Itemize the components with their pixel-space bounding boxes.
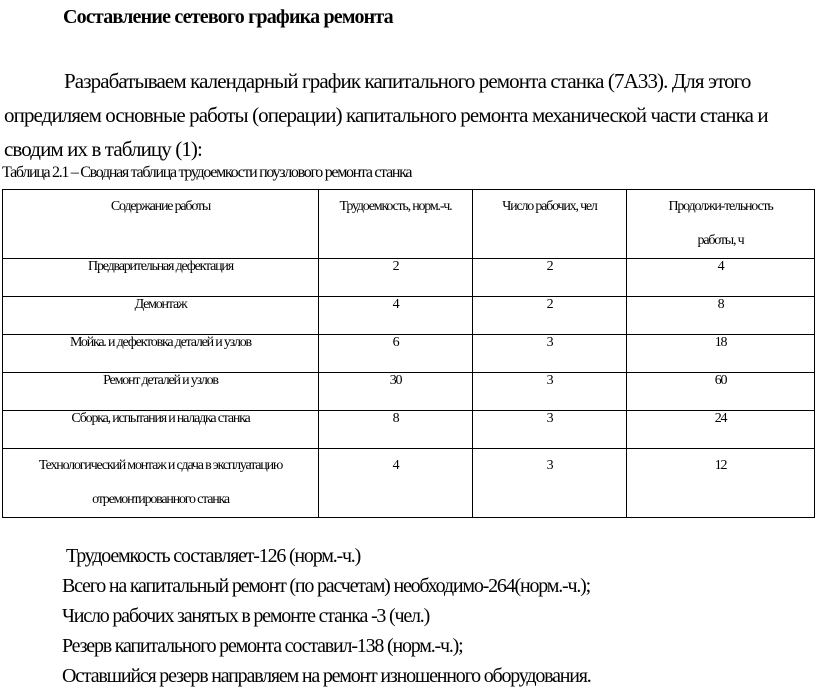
table-cell: 3 [473,335,627,373]
table-cell: Мойка. и дефектовка деталей и узлов [3,335,319,373]
table-row [3,259,815,297]
table-cell: 24 [627,411,815,449]
summary-line: Резерв капитального ремонта составил-138 (норм.-ч.); [62,635,463,657]
table-row [3,373,815,411]
table-cell: Сборка, испытания и наладка станка [3,411,319,449]
table-header-cell: Трудоемкость, норм.-ч. [319,190,473,259]
table-cell: 3 [473,449,627,518]
labor-table [2,189,815,518]
table-caption: Таблица 2.1 – Сводная таблица трудоемкости поузлового ремонта станка [2,164,412,181]
table-cell: 2 [473,259,627,297]
table-cell: Демонтаж [3,297,319,335]
summary-block [62,541,591,691]
table-cell: 4 [319,297,473,335]
section-heading: Составление сетевого графика ремонта [63,6,393,28]
table-cell: 8 [627,297,815,335]
table-cell: 4 [319,449,473,518]
table-header-cell: Продолжи-тельность работы, ч [627,190,815,259]
table-cell: 30 [319,373,473,411]
table-cell: Предварительная дефектация [3,259,319,297]
table-cell: 2 [319,259,473,297]
table-cell: 4 [627,259,815,297]
table-header-cell: Число рабочих, чел [473,190,627,259]
summary-line: Всего на капитальный ремонт (по расчетам) необходимо-264(норм.-ч.); [62,575,590,597]
table-row [3,411,815,449]
table-cell: 12 [627,449,815,518]
table-cell: 6 [319,335,473,373]
table-cell: Технологический монтаж и сдача в эксплуатацию отремонтированного станка [3,449,319,518]
table-cell: Ремонт деталей и узлов [3,373,319,411]
table-cell: 3 [473,411,627,449]
table-header-cell: Содержание работы [3,190,319,259]
summary-line: Трудоемкость составляет-126 (норм.-ч.) [66,545,361,567]
table-cell: 18 [627,335,815,373]
table-cell: 2 [473,297,627,335]
summary-line: Оставшийся резерв направляем на ремонт изношенного оборудования. [62,665,591,687]
table-cell: 8 [319,411,473,449]
table-row [3,297,815,335]
table-header-row [3,190,815,259]
intro-paragraph: Разрабатываем календарный график капитального ремонта станка (7А33). Для этого опредиляем основные работы (операции) капитального ремонта механической части станка и сводим их в таблицу (1): [4,69,768,161]
table-row [3,335,815,373]
table-cell: 60 [627,373,815,411]
table-cell: 3 [473,373,627,411]
summary-line: Число рабочих занятых в ремонте станка -3 (чел.) [62,605,430,627]
table-row [3,449,815,518]
